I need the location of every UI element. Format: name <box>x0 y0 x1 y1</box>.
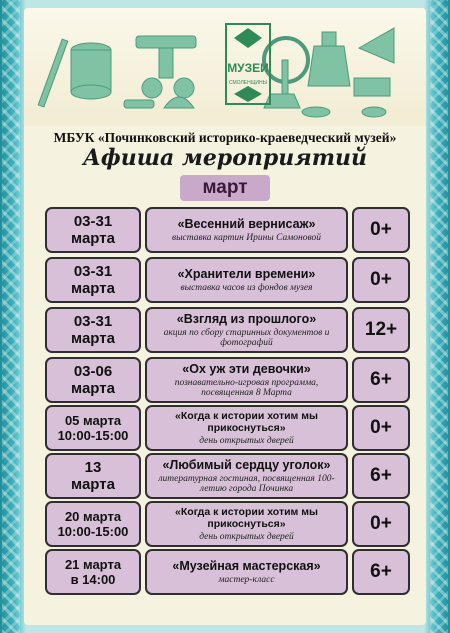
event-row <box>45 307 410 353</box>
month-badge: март <box>180 175 270 201</box>
event-date: 03-31 марта <box>45 307 141 353</box>
event-row <box>45 501 410 547</box>
event-date: 21 марта в 14:00 <box>45 549 141 595</box>
bowls-icon <box>302 107 386 117</box>
event-age: 0+ <box>352 207 410 253</box>
event-date: 13 марта <box>45 453 141 499</box>
event-info: «Ох уж эти девочки» познавательно-игровая программа, посвященная 8 Марта <box>145 357 348 403</box>
event-row <box>45 405 410 451</box>
svg-text:СМОЛЕНЩИНЫ: СМОЛЕНЩИНЫ <box>228 80 268 86</box>
event-info: «Когда к истории хотим мы прикоснуться» день открытых дверей <box>145 405 348 451</box>
event-date: 03-31 марта <box>45 257 141 303</box>
event-info: «Любимый сердцу уголок» литературная гостиная, посвященная 100-летию города Починка <box>145 453 348 499</box>
event-info: «Хранители времени» выставка часов из фондов музея <box>145 257 348 303</box>
event-info: «Взгляд из прошлого» акция по сбору старинных документов и фотографий <box>145 307 348 353</box>
helmet-icon <box>164 97 194 108</box>
museum-logo <box>224 22 272 106</box>
svg-text:МУЗЕИ: МУЗЕИ <box>227 61 269 75</box>
samovar-icon <box>308 32 350 86</box>
lamp-icon <box>124 100 154 108</box>
event-age: 12+ <box>352 307 410 353</box>
event-date: 03-06 марта <box>45 357 141 403</box>
event-row <box>45 549 410 595</box>
event-age: 6+ <box>352 549 410 595</box>
event-info: «Музейная мастерская» мастер-класс <box>145 549 348 595</box>
drum-icon <box>71 43 111 99</box>
event-info: «Когда к истории хотим мы прикоснуться» день открытых дверей <box>145 501 348 547</box>
event-age: 0+ <box>352 257 410 303</box>
event-row <box>45 207 410 253</box>
right-ornament-border <box>430 0 448 633</box>
poster-title: Афиша мероприятий <box>82 145 368 171</box>
machine-gun-icon <box>136 36 196 98</box>
museum-name: МБУК «Починковский историко-краеведческий музей» <box>53 130 397 145</box>
rifle-icon <box>38 39 68 107</box>
event-row <box>45 453 410 499</box>
event-date: 03-31 марта <box>45 207 141 253</box>
event-age: 0+ <box>352 501 410 547</box>
left-ornament-border <box>2 0 20 633</box>
event-info: «Весенний вернисаж» выставка картин Ирины Самоновой <box>145 207 348 253</box>
gramophone-icon <box>354 28 394 96</box>
event-row <box>45 257 410 303</box>
event-age: 0+ <box>352 405 410 451</box>
event-date: 20 марта 10:00-15:00 <box>45 501 141 547</box>
event-age: 6+ <box>352 357 410 403</box>
event-date: 05 марта 10:00-15:00 <box>45 405 141 451</box>
event-age: 6+ <box>352 453 410 499</box>
artifacts-banner <box>24 8 426 126</box>
event-row <box>45 357 410 403</box>
